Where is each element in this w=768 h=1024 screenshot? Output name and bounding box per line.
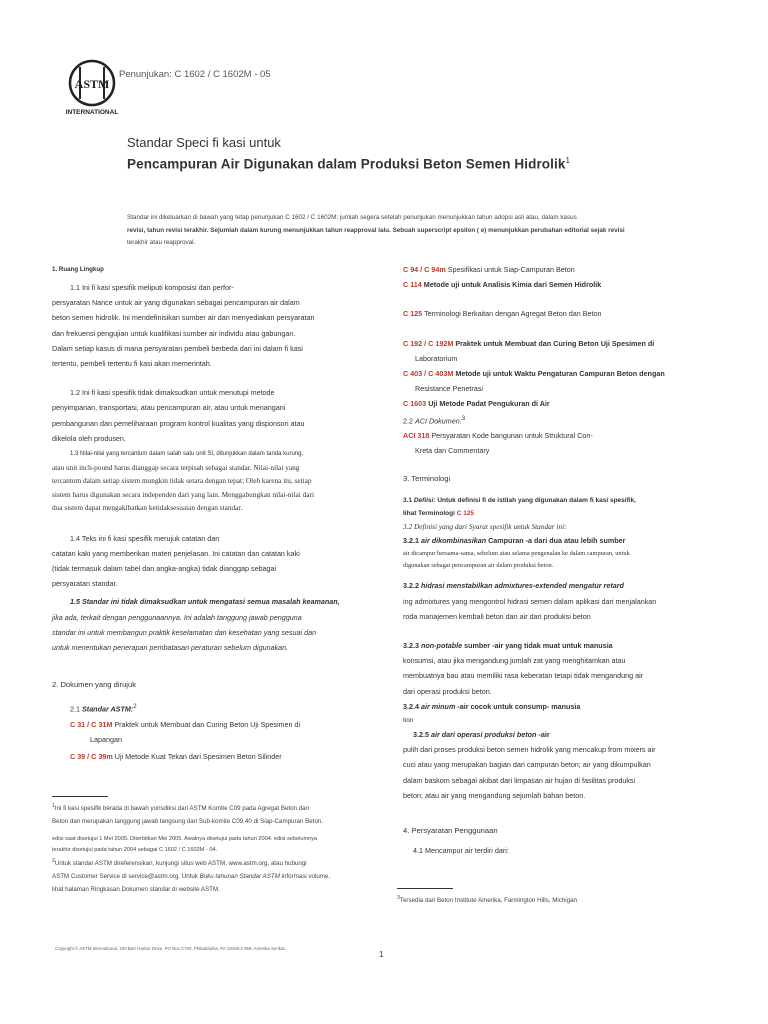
footnote-line: $^1$Ini fi kasi spesifik berada di bawah yurisdiksi dari ASTM Komite C09 pada Agregat Beton dan	[52, 803, 310, 813]
ref-continuation: Resistance Penetrasi	[415, 384, 483, 394]
s2-1-title: Standar ASTM:	[82, 704, 134, 714]
footnote-text: ASTM Customer Service di service@astm.org. Untuk	[52, 873, 200, 881]
s1-5-line: 1.5 Standar ini tidak dimaksudkan untuk mengatasi semua masalah keamanan,	[70, 597, 340, 607]
s1-4-line: 1.4 Teks ini fi kasi spesifik merujuk catatan dan	[70, 533, 220, 543]
ref-text: Metode uji untuk Analisis Kimia dari Semen Hidrolik	[423, 280, 602, 290]
reference-row	[403, 306, 738, 321]
s3-2-2-line	[403, 578, 738, 593]
ref-continuation: Lapangan	[90, 735, 122, 745]
s1-3-line: 1.3 Nilai-nilai yang tercantum dalam salah satu unit SI, ditunjukkan dalam tanda kurung,	[70, 451, 304, 458]
footnote-line: lihat halaman Ringkasan Dokumen standar di website ASTM.	[52, 886, 220, 894]
s3-2-5-cont: dalam baskom sebagai akibat dari limpasan air hujan di fasilitas produksi	[403, 775, 636, 785]
s1-4-line: persyaratan standar.	[52, 579, 118, 589]
s3-2-3-text: sumber -air yang tidak muat untuk manusia	[462, 641, 613, 651]
left-column	[52, 263, 382, 765]
s1-3-line: atau unit inch-pound harus dianggap secara terpisah sebagai standar. Nilai-nilai yang	[52, 463, 300, 473]
s1-2-line: penyimpanan, transportasi, atau pencampuran air, atau untuk menangani	[52, 403, 286, 413]
s3-2-4-cont: tion	[403, 717, 414, 725]
s3-2-3-cont: konsumsi, atau jika mengandung jumlah zat yang menghitamkan atau	[403, 656, 626, 666]
s1-2-line: dikelola oleh produsen.	[52, 433, 126, 443]
s1-1-line: 1.1 Ini fi kasi spesifik meliputi komposisi dan perfor-	[70, 283, 234, 292]
s2-1-line	[52, 700, 382, 717]
logo-letters: ASTM	[74, 77, 110, 91]
ref-text: Praktek untuk Membuat dan Curing Beton Uji Spesimen di	[114, 720, 301, 730]
designation: Penunjukan: C 1602 / C 1602M - 05	[119, 69, 271, 80]
s3-2-1-pre: 3.2.1	[403, 536, 421, 546]
reference-row	[403, 277, 738, 292]
reference-row	[403, 366, 738, 381]
reference-row	[403, 262, 738, 277]
s3-2-line: 3.2 Definisi yang dari Syarat spesifik untuk Standar ini:	[403, 521, 567, 531]
s3-2-1-text: Campuran -a dari dua atau lebih sumber	[486, 536, 626, 546]
footnote-line	[52, 870, 382, 883]
ref-code[interactable]: C 114	[403, 280, 422, 290]
s1-1-line: dan frekuensi pengujian untuk kualifikasi sumber air individu atau gabungan.	[52, 328, 296, 338]
footnote-text: Ini fi kasi spesifik berada di bawah yurisdiksi dari ASTM Komite C09 pada Agregat Beton dan	[54, 805, 310, 813]
s3-1-line2	[403, 507, 738, 520]
s3-1-line	[403, 494, 738, 507]
footnote-rule	[52, 796, 108, 797]
s1-4-line: catatan kaki yang memberikan materi penjelasan. Ini catatan dan catatan kaki	[52, 548, 300, 558]
logo-international: INTERNATIONAL	[65, 109, 119, 116]
section-2-heading: 2. Dokumen yang dirujuk	[52, 680, 136, 690]
s1-3-line: dua sistem dapat mengakibatkan ketidaksesuaian dengan standar.	[52, 503, 243, 513]
ref-text: Metode uji untuk Waktu Pengaturan Campuran Beton dengan	[455, 369, 665, 379]
ref-code[interactable]: C 31 / C 31M	[70, 720, 113, 730]
s3-2-4-text: -air cocok untuk consump- manusia	[455, 701, 581, 711]
s3-2-2-cont: roda manajemen kembali beton dan air dari produksi beton	[403, 611, 591, 621]
s3-2-5-text: -air	[536, 730, 550, 740]
ref-code[interactable]: ACI 318	[403, 431, 430, 441]
s3-2-1-line	[403, 533, 738, 548]
s3-1-italic: Defiisi:	[413, 496, 436, 504]
s1-1-line: tertentu, pembeli tertentu fi kasi akan memerintah.	[52, 359, 212, 369]
s3-2-5-cont: cuci atau yang merupakan bagian dari campuran beton; air yang dikumpulkan	[403, 760, 651, 770]
s3-2-4-pre: 3.2.4	[403, 701, 421, 711]
s3-2-2-pre: 3.2.2	[403, 581, 421, 591]
s3-1-text: Untuk definisi fi de istilah yang digunakan dalam fi kasi spesifik,	[435, 496, 636, 504]
footnote-italic: Buku tahunan Standar ASTM	[199, 873, 280, 881]
footnote-right: $^3$Tersedia dari Beton Institute Amerika, Farmington Hills, Michigan	[397, 895, 577, 905]
s1-5-line: jika ada, terkait dengan penggunaannya. Ini adalah tanggung jawab pengguna	[52, 612, 302, 622]
reference-row	[52, 749, 382, 764]
s1-4-line: (tidak termasuk dalam tabel dan angka-angka) tidak dianggap sebagai	[52, 564, 277, 574]
s3-2-2-italic: hidrasi menstabilkan admixtures-extended mengatur retard	[420, 581, 624, 591]
ref-code[interactable]: C 1603	[403, 399, 427, 409]
s3-2-3-cont: dari operasi produksi beton.	[403, 686, 492, 696]
ref-text: Terminologi Berkaitan dengan Agregat Beton dan Beton	[424, 309, 602, 319]
s3-2-3-line	[403, 638, 738, 653]
right-column	[403, 262, 738, 858]
footnotes-left	[52, 800, 382, 896]
standard-title	[127, 156, 570, 172]
s2-2-line	[403, 412, 738, 429]
section-1-heading: 1. Ruang Lingkup	[52, 266, 104, 273]
s1-2-line: pembangunan dan pemeliharaan program kontrol kualitas yang disponsori atau	[52, 418, 305, 428]
footnote-text: informasi volume,	[279, 873, 331, 881]
s4-1-line: 4.1 Mencampur air terdiri dari:	[413, 846, 509, 856]
standard-kind: Standar Speci fi kasi untuk	[127, 135, 281, 150]
s3-1-line2-text: lihat Terminologi	[403, 509, 455, 517]
ref-code[interactable]: C 39 / C 39m	[70, 752, 113, 762]
reference-row	[403, 336, 738, 351]
intro-line: revisi, tahun revisi terakhir. Sejumlah dalam kurung menunjukkan tahun reapproval lalu. Sebuah superscript epsilon ( e) menunjukkan perubahan editorial sejak revisi	[127, 226, 625, 234]
s2-1-footnote-marker: 2	[133, 704, 137, 711]
footnote-line: terakhir disetujui pada tahun 2004 sebagai C 1602 / C 1602M - 04.	[52, 847, 218, 854]
ref-code[interactable]: C 94 / C 94m	[403, 265, 446, 274]
section-4-heading: 4. Persyaratan Penggunaan	[403, 826, 498, 836]
s2-2-footnote-marker: 3	[461, 415, 466, 422]
ref-code[interactable]: C 192 / C 192M	[403, 338, 454, 348]
s1-3-line: sistem harus digunakan secara independen dari yang lain. Menggabungkan nilai-nilai dari	[52, 489, 314, 499]
s3-2-5-pre: 3.2.5	[413, 730, 431, 740]
title-text: Pencampuran Air Digunakan dalam Produksi Beton Semen Hidrolik	[127, 156, 566, 172]
footnote-text: Tersedia dari Beton Institute Amerika, Farmington Hills, Michigan	[399, 897, 577, 905]
intro-line: Standar ini dikeluarkan di bawah yang tetap penunjukan C 1602 / C 1602M; jumlah segera setelah penunjukan menunjukkan tahun adopsi asli atau, dalam kasus	[127, 214, 577, 221]
s1-5-line: untuk menentukan penerapan pembatasan peraturan sebelum digunakan.	[52, 643, 289, 653]
footnote-line: Beton dan merupakan tanggung jawab langsung dari Sub-komite C09.40 di Siap-Campuran Beton.	[52, 818, 324, 826]
reference-row	[52, 717, 382, 732]
s3-2-4-line	[403, 699, 738, 714]
ref-code[interactable]: C 125	[403, 309, 423, 319]
s1-2-line: 1.2 Ini fi kasi spesifik tidak dimaksudkan untuk menutupi metode	[70, 388, 275, 398]
s3-2-3-pre: 3.2.3	[403, 641, 421, 651]
page-number: 1	[379, 950, 384, 959]
ref-code[interactable]: C 403 / C 403M	[403, 369, 454, 379]
ref-text: Praktek untuk Membuat dan Curing Beton Uji Spesimen di	[455, 338, 655, 348]
s3-2-5-line	[403, 727, 738, 742]
footnote-line: edisi saat disetujui 1 Mei 2005. Diterbitkan Mei 2005. Awalnya disetujui pada tahun 2004. edisi sebelumnya	[52, 836, 318, 843]
ref-continuation: Laboratorium	[415, 353, 458, 363]
intro-paragraph	[127, 212, 657, 250]
s2-2-label: 2.2	[403, 416, 413, 426]
ref-code[interactable]: C 125	[456, 509, 475, 517]
section-3-heading: 3. Terminologi	[403, 473, 451, 483]
s1-1-line: persyaratan Nance untuk air yang digunakan sebagai pencampuran air dalam	[52, 298, 300, 308]
ref-continuation: Kreta dan Commentary	[415, 446, 490, 456]
s3-2-2-cont: ing admixtures yang mengontrol hidrasi semen dalam aplikasi dari menjalankan	[403, 596, 657, 606]
s3-2-5-italic: air dari operasi produksi beton	[430, 730, 537, 740]
s1-1-line: beton semen hidrolik. Ini mendefinisikan sumber air dan menyediakan persyaratan	[52, 313, 315, 323]
reference-row	[403, 428, 738, 443]
s3-2-1-italic: air dikombinasikan	[420, 536, 487, 546]
s3-2-3-italic: non-potable	[420, 641, 463, 651]
ref-text: Spesifikasi untuk Siap-Campuran Beton	[447, 265, 575, 274]
footnote-line: $^2$Untuk standar ASTM direferensikan, kunjungi situs web ASTM, www.astm.org, atau hubungi	[52, 858, 307, 868]
s1-1-line: Dalam setiap kasus di mana persyaratan pembeli berbeda dari ini dalam fi kasi	[52, 343, 303, 353]
footnote-rule	[397, 888, 453, 889]
ref-text: Uji Metode Padat Pengukuran di Air	[428, 399, 550, 409]
reference-row	[403, 396, 738, 411]
s2-1-label: 2.1	[70, 704, 80, 714]
intro-line: terakhir atau reapproval.	[127, 239, 196, 246]
s3-2-5-cont: pulih dari proses produksi beton semen hidrolik yang mencakup from mixers air	[403, 745, 656, 755]
s3-1-pre: 3.1	[403, 496, 414, 504]
s3-2-1-cont: air dicampur bersama-sama, sebelum atau selama pengenalan ke dalam campuran, untuk	[403, 550, 630, 558]
s3-2-3-cont: membuatnya bau atau memiliki rasa keberatan tetapi tidak mengandung air	[403, 671, 644, 681]
s3-2-1-cont: digunakan sebagai pencampuran air dalam produksi beton.	[403, 562, 554, 570]
s2-2-title: ACI Dokumen:	[415, 416, 462, 426]
s3-2-5-cont: beton; atau air yang mengandung sejumlah bahan beton.	[403, 790, 586, 800]
ref-text: Uji Metode Kuat Tekan dari Spesimen Beton Silinder	[114, 752, 282, 762]
copyright: Copyright © ASTM International, 100 Barr Harbor Drive, PO Box C700, Philadelphia, PA 19428-2 959, Amerika Serikat.	[55, 946, 286, 951]
footnote-text: Untuk standar ASTM direferensikan, kunjungi situs web ASTM, www.astm.org, atau hubungi	[54, 860, 307, 868]
s3-2-4-italic: air minum	[420, 701, 456, 711]
s1-5-line: standar ini untuk membangun praktik keselamatan dan kesehatan yang sesuai dan	[52, 627, 317, 637]
astm-logo	[62, 55, 124, 117]
title-footnote-marker: 1	[565, 156, 571, 165]
s1-3-line: tercantum dalam setiap sistem mungkin tidak setara dengan tepat; Oleh karena itu, setiap	[52, 476, 312, 486]
ref-text: Persyaratan Kode bangunan untuk Struktural Con-	[431, 431, 593, 441]
